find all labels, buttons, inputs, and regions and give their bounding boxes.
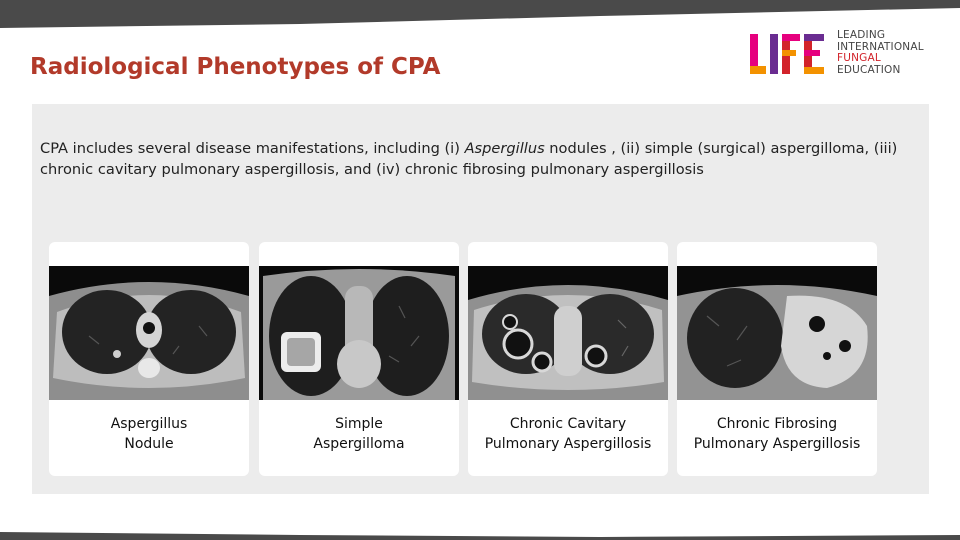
caption-line: Pulmonary Aspergillosis bbox=[693, 436, 861, 452]
logo-tagline-line: LEADING bbox=[837, 29, 886, 41]
phenotype-card-aspergilloma bbox=[259, 242, 459, 476]
logo-tagline bbox=[837, 30, 924, 76]
ct-scan-fibrosing-image bbox=[677, 266, 877, 400]
caption-line: Aspergillus bbox=[110, 416, 188, 432]
caption-line: Simple bbox=[335, 416, 383, 432]
intro-paragraph bbox=[40, 138, 920, 180]
caption-line: Chronic Cavitary bbox=[509, 416, 627, 432]
ct-scan-cavitary-image bbox=[468, 266, 668, 400]
phenotype-card-nodule bbox=[49, 242, 249, 476]
phenotype-card-fibrosing bbox=[677, 242, 877, 476]
ct-scan-nodule-image bbox=[49, 266, 249, 400]
slide-title: Radiological Phenotypes of CPA bbox=[30, 54, 441, 80]
caption-line: Aspergilloma bbox=[313, 436, 405, 452]
logo-tagline-line: INTERNATIONAL bbox=[837, 40, 924, 53]
logo-tagline-line: FUNGAL bbox=[837, 52, 881, 64]
phenotype-caption bbox=[259, 414, 459, 454]
intro-text: nodules , (ii) simple (surgical) aspergilloma, (iii) chronic cavitary pulmonary aspergillosis, and (iv) chronic fibrosing pulmonary aspergillosis bbox=[40, 140, 898, 178]
life-wordmark-icon bbox=[748, 30, 832, 78]
phenotype-caption bbox=[49, 414, 249, 454]
phenotype-card-cavitary bbox=[468, 242, 668, 476]
logo-tagline-line: EDUCATION bbox=[837, 63, 901, 76]
ct-scan-aspergilloma-image bbox=[259, 266, 459, 400]
caption-line: Pulmonary Aspergillosis bbox=[484, 436, 652, 452]
intro-text: CPA includes several disease manifestations, including (i) bbox=[40, 140, 465, 157]
caption-line: Chronic Fibrosing bbox=[716, 416, 838, 432]
phenotype-caption bbox=[468, 414, 668, 454]
intro-italic-term: Aspergillus bbox=[464, 140, 545, 157]
phenotype-caption bbox=[677, 414, 877, 454]
life-logo bbox=[748, 28, 938, 80]
caption-line: Nodule bbox=[124, 436, 174, 452]
